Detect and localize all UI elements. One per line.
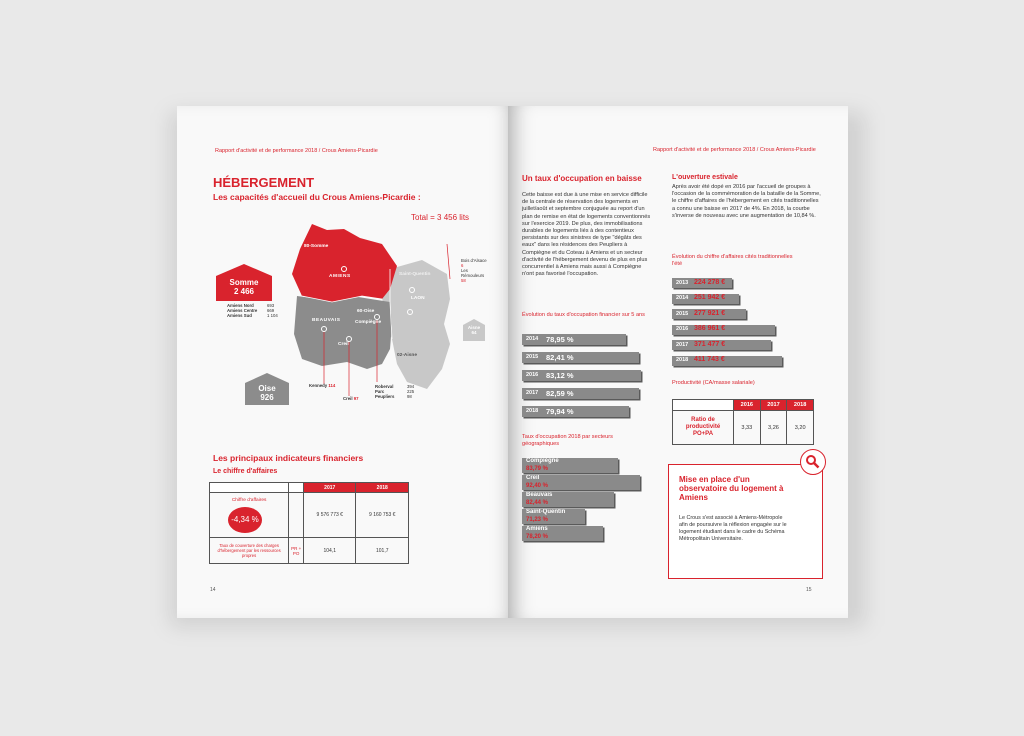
occupation-title: Un taux d'occupation en baisse — [522, 174, 642, 183]
geo-bar — [522, 492, 614, 507]
map-label-oise: 60-Oise — [357, 309, 375, 314]
geo-name: Saint-Quentin — [526, 509, 566, 515]
bar-year: 2016 — [526, 372, 539, 378]
geo-bar — [522, 475, 640, 490]
ca-bar — [672, 356, 782, 366]
right-page — [508, 106, 848, 618]
map-label-beauvais: BEAUVAIS — [312, 318, 341, 323]
region-map — [272, 224, 482, 404]
occupation-bar — [522, 388, 639, 399]
occupation-bar — [522, 406, 629, 417]
bar-value: 79,94 % — [546, 407, 574, 416]
indicators-title: Les principaux indicateurs financiers — [213, 453, 364, 463]
section-subtitle: Les capacités d'accueil du Crous Amiens-Picardie : — [213, 192, 421, 202]
geo-value: 78,20 % — [526, 533, 549, 540]
bar-year: 2015 — [676, 310, 689, 317]
bar-value: 82,41 % — [546, 353, 574, 362]
bar-value: 371 477 € — [694, 340, 726, 348]
ca-change-badge: -4,34 % — [228, 507, 262, 533]
bar-year: 2018 — [676, 357, 689, 363]
estivale-title: L'ouverture estivale — [672, 174, 738, 181]
magnifier-icon — [800, 449, 826, 475]
geo-name: Amiens — [526, 526, 548, 532]
ca-bar — [672, 340, 771, 350]
occupation-chart-title: Évolution du taux d'occupation financier sur 5 ans — [522, 312, 645, 318]
geo-name: Beauvais — [526, 492, 553, 498]
aisne-capacity-badge: Aisne 64 — [463, 319, 485, 341]
page-number: 15 — [806, 587, 812, 593]
page-number: 14 — [210, 587, 216, 593]
ca-bar — [672, 325, 775, 335]
geo-value: 71,23 % — [526, 516, 549, 523]
ca-title: Le chiffre d'affaires — [213, 468, 278, 475]
bar-value: 224 278 € — [694, 278, 726, 286]
productivity-table: 2016 2017 2018 Ratio de productivité PO+PA 3,33 3,26 3,20 — [672, 399, 814, 445]
geo-chart-title: Taux d'occupation 2018 par secteurs géographiques — [522, 434, 613, 447]
geo-name: Compiègne — [526, 458, 559, 464]
map-label-laon: LAON — [411, 296, 425, 301]
page-header: Rapport d'activité et de performance 2018 / Crous Amiens-Picardie — [653, 147, 816, 153]
ca-bar — [672, 278, 732, 288]
map-label-amiens: AMIENS — [329, 274, 351, 279]
col-2018: 2018 — [356, 483, 409, 493]
estivale-text: Après avoir été dopé en 2016 par l'accueil de groupes à l'occasion de la commémoration de la bataille de la Somme, le chiffre d'affaires de l'hébergement en cités traditionnelles a connu une baisse en 2017 de 4%. En 2018, la courbe s'inverse de nouveau avec une augmentation de 10,84 %. — [672, 184, 821, 219]
financial-table: 2017 2018 Chiffre d'affaires -4,34 % 9 576 773 € 9 160 753 € Taux de couverture des charges d'hébergement par les ressources propres PR + PO 104,1 101,7 — [209, 482, 409, 564]
ca-label-cell: Chiffre d'affaires -4,34 % — [210, 493, 289, 538]
bar-year: 2016 — [676, 326, 689, 332]
bar-year: 2014 — [676, 295, 689, 301]
page-header: Rapport d'activité et de performance 2018 / Crous Amiens-Picardie — [215, 148, 378, 154]
map-label-somme: 80-Somme — [304, 244, 329, 249]
bar-year: 2017 — [526, 390, 539, 396]
bar-year: 2013 — [676, 279, 689, 286]
bar-year: 2018 — [526, 408, 539, 414]
ca-chart-title: Évolution du chiffre d'affaires cités traditionnelles l'été — [672, 254, 793, 267]
geo-value: 82,44 % — [526, 499, 549, 506]
observatory-box — [668, 464, 823, 579]
map-label-aisne: 02-Aisne — [397, 353, 417, 358]
productivity-title: Productivité (CA/masse salariale) — [672, 380, 755, 386]
geo-bar — [522, 509, 585, 524]
left-page: Rapport d'activité et de performance 2018 / Crous Amiens-Picardie HÉBERGEMENT Les capacités d'accueil du Crous Amiens-Picardie : Total = 3 456 lits 80-Somme AMIENS Saint-Quentin LAON BEAUVAIS 60-Oise Compiègne Creil 02-Aisne Bois d'Alsace 6 Les Rémouleurs 58 Amiens Nord 693 Amiens Centre 669 Amiens Sud 1 104 Kennedy 114 Creil 97 Roberval 394 Parc 225 Peupliers 98 Somme 2 466 Oise 926 Aisne 64 Les principaux indicateurs financiers Le chiffre d'affaires 2017 2018 Chiffre d'affaires -4,34 % 9 576 773 € 9 160 753 € Taux de couverture des charges d'hébergement par les ressources propres PR + PO 104,1 101,7 14 — [177, 106, 517, 618]
occupation-bar — [522, 352, 639, 363]
aisne-sites: Bois d'Alsace 6 Les Rémouleurs 58 — [461, 258, 487, 283]
oise-capacity-badge: Oise 926 — [245, 373, 289, 405]
bar-value: 82,59 % — [546, 389, 574, 398]
bar-year: 2015 — [526, 354, 539, 360]
geo-bar — [522, 526, 603, 541]
bar-value: 83,12 % — [546, 371, 574, 380]
geo-bar — [522, 458, 618, 473]
bar-value: 78,95 % — [546, 335, 574, 344]
observatory-text: Le Crous s'est associé à Amiens-Métropole afin de poursuivre la réflexion engagée sur le logement étudiant dans le cadre du Schéma Métropolitain Universitaire. — [679, 515, 787, 542]
total-beds: Total = 3 456 lits — [411, 213, 470, 222]
bar-year: 2017 — [676, 341, 689, 348]
occupation-bar — [522, 334, 626, 345]
ca-bar — [672, 294, 739, 304]
occupation-text: Cette baisse est due à une mise en service difficile de la centrale de réservation des logements en juillet/août et septembre conjuguée au report d'un plan de remise en état de logements conventionnés sur l'exercice 2019. De plus, des immobilisations durables de logements liés à des contentieux persistants sur des sinistres de type "dégâts des eaux" dans les résidences des Peupliers à Compiègne et du Coteau à Amiens et un secteur d'activité de l'hébergement devenu de plus en plus concurrentiel à Amiens mais aussi à Compiègne n'ont pas favorisé l'occupation. — [522, 192, 651, 278]
bar-value: 411 743 € — [694, 356, 725, 363]
somme-capacity-badge: Somme 2 466 — [216, 264, 272, 301]
creil-site: Creil 97 — [343, 396, 359, 401]
kennedy-site: Kennedy 114 — [309, 383, 336, 388]
geo-value: 83,79 % — [526, 465, 549, 472]
bar-value: 277 921 € — [694, 309, 726, 317]
section-title: HÉBERGEMENT — [213, 175, 315, 190]
bar-value: 386 961 € — [694, 325, 726, 332]
ca-bar — [672, 309, 746, 319]
bar-value: 251 942 € — [694, 294, 726, 301]
geo-name: Creil — [526, 475, 540, 481]
map-label-creil: Creil — [338, 342, 349, 347]
col-2017: 2017 — [304, 483, 356, 493]
bar-year: 2014 — [526, 336, 539, 342]
observatory-title: Mise en place d'un observatoire du logement à Amiens — [679, 475, 784, 502]
map-label-saint-quentin: Saint-Quentin — [399, 272, 431, 277]
geo-value: 92,40 % — [526, 482, 549, 489]
map-label-compiegne: Compiègne — [355, 320, 382, 325]
occupation-bar — [522, 370, 641, 381]
